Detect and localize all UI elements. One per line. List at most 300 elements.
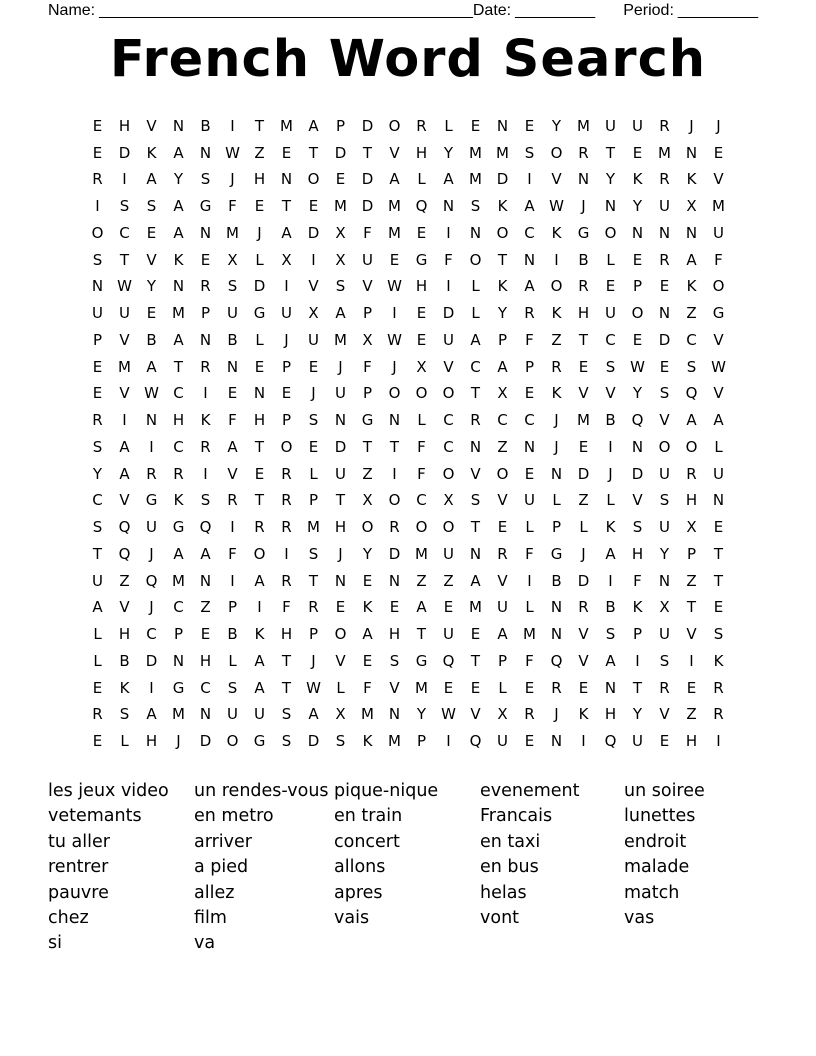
grid-letter: U	[146, 518, 157, 537]
grid-letter: P	[497, 651, 508, 670]
grid-letter: O	[496, 464, 509, 483]
grid-letter: V	[578, 625, 589, 644]
grid-letter: R	[227, 491, 238, 510]
word-bank-word: a pied	[194, 857, 249, 878]
grid-letter: O	[442, 518, 455, 537]
grid-letter: A	[416, 598, 427, 617]
grid-letter: E	[443, 678, 454, 697]
grid-letter: S	[92, 437, 103, 456]
grid-letter: N	[91, 277, 104, 296]
grid-letter: I	[446, 732, 451, 751]
grid-letter: I	[716, 732, 721, 751]
grid-letter: C	[524, 223, 535, 242]
grid-letter: V	[119, 384, 130, 403]
grid-letter: G	[199, 197, 212, 216]
grid-letter: X	[659, 598, 670, 617]
grid-letter: O	[388, 384, 401, 403]
grid-letter: D	[577, 571, 590, 590]
grid-letter: C	[605, 330, 616, 349]
grid-letter: X	[335, 250, 346, 269]
grid-letter: K	[551, 384, 562, 403]
grid-letter: A	[686, 250, 697, 269]
grid-letter: I	[284, 277, 289, 296]
grid-letter: B	[551, 571, 562, 590]
grid-letter: R	[200, 277, 211, 296]
grid-letter: L	[417, 170, 426, 189]
grid-letter: E	[470, 116, 481, 135]
grid-letter: S	[335, 277, 346, 296]
grid-letter: W	[630, 357, 645, 376]
grid-letter: O	[631, 304, 644, 323]
grid-letter: A	[497, 357, 508, 376]
grid-letter: B	[146, 330, 157, 349]
grid-letter: B	[578, 250, 589, 269]
grid-letter: D	[199, 732, 212, 751]
grid-letter: O	[712, 277, 725, 296]
grid-letter: N	[604, 678, 617, 697]
grid-letter: N	[523, 250, 536, 269]
grid-letter: E	[335, 170, 346, 189]
grid-letter: S	[605, 357, 616, 376]
grid-letter: X	[308, 304, 319, 323]
word-bank-word: match	[624, 882, 680, 903]
grid-letter: I	[392, 304, 397, 323]
grid-letter: M	[118, 357, 131, 376]
grid-letter: A	[119, 437, 130, 456]
grid-letter: V	[470, 705, 481, 724]
grid-letter: P	[632, 277, 643, 296]
grid-letter: I	[689, 651, 694, 670]
grid-letter: P	[524, 357, 535, 376]
grid-letter: X	[281, 250, 292, 269]
grid-letter: U	[497, 598, 508, 617]
grid-letter: V	[686, 625, 697, 644]
grid-letter: E	[470, 625, 481, 644]
grid-letter: F	[282, 598, 291, 617]
grid-letter: N	[523, 437, 536, 456]
grid-letter: R	[92, 411, 103, 430]
grid-letter: O	[334, 625, 347, 644]
grid-letter: G	[415, 250, 428, 269]
grid-letter: S	[659, 491, 670, 510]
word-bank-column	[334, 779, 480, 957]
grid-letter: A	[362, 625, 373, 644]
grid-letter: R	[713, 705, 724, 724]
grid-letter: G	[172, 518, 185, 537]
grid-letter: T	[389, 437, 400, 456]
word-bank-word: vas	[624, 907, 655, 928]
grid-letter: K	[686, 277, 697, 296]
grid-letter: E	[497, 518, 508, 537]
grid-letter: L	[606, 491, 615, 510]
grid-letter: C	[173, 598, 184, 617]
grid-letter: O	[388, 491, 401, 510]
grid-letter: Y	[605, 170, 616, 189]
grid-letter: O	[307, 170, 320, 189]
grid-letter: P	[497, 330, 508, 349]
date-label: Date:	[472, 2, 512, 19]
grid-letter: E	[524, 732, 535, 751]
word-bank-column	[48, 779, 194, 957]
grid-letter: E	[254, 357, 265, 376]
grid-letter: T	[173, 357, 184, 376]
grid-letter: J	[581, 197, 586, 216]
grid-letter: L	[255, 250, 264, 269]
grid-letter: H	[199, 651, 212, 670]
grid-letter: E	[254, 197, 265, 216]
grid-letter: D	[361, 197, 374, 216]
grid-letter: B	[605, 598, 616, 617]
grid-letter: N	[145, 411, 158, 430]
word-bank-word: malade	[624, 857, 690, 878]
grid-letter: W	[549, 197, 564, 216]
grid-letter: A	[713, 411, 724, 430]
grid-letter: S	[389, 651, 400, 670]
grid-letter: X	[362, 491, 373, 510]
grid-letter: D	[361, 170, 374, 189]
grid-letter: C	[443, 411, 454, 430]
word-bank-column	[194, 779, 334, 957]
grid-letter: N	[388, 571, 401, 590]
grid-letter: N	[334, 411, 347, 430]
grid-letter: M	[388, 197, 401, 216]
grid-letter: R	[524, 304, 535, 323]
grid-letter: I	[608, 571, 613, 590]
grid-letter: L	[471, 277, 480, 296]
grid-letter: U	[632, 116, 643, 135]
grid-letter: I	[230, 116, 235, 135]
grid-letter: N	[631, 223, 644, 242]
grid-letter: Z	[416, 571, 427, 590]
grid-letter: I	[203, 384, 208, 403]
grid-letter: U	[308, 330, 319, 349]
grid-letter: S	[335, 732, 346, 751]
grid-letter: N	[199, 571, 212, 590]
grid-letter: V	[659, 411, 670, 430]
grid-letter: K	[551, 304, 562, 323]
grid-letter: S	[308, 544, 319, 563]
grid-letter: R	[254, 518, 265, 537]
grid-letter: Y	[416, 705, 427, 724]
grid-letter: J	[311, 651, 316, 670]
grid-letter: S	[200, 491, 211, 510]
grid-letter: U	[659, 197, 670, 216]
grid-letter: Q	[118, 544, 131, 563]
grid-letter: I	[527, 571, 532, 590]
grid-letter: Y	[632, 197, 643, 216]
grid-letter: N	[496, 116, 509, 135]
grid-letter: Z	[686, 304, 697, 323]
grid-letter: O	[685, 437, 698, 456]
word-bank-word: helas	[480, 882, 527, 903]
grid-letter: P	[281, 357, 292, 376]
grid-letter: G	[253, 732, 266, 751]
word-bank	[48, 779, 796, 957]
grid-letter: L	[309, 464, 318, 483]
grid-letter: U	[632, 732, 643, 751]
grid-letter: R	[281, 518, 292, 537]
word-bank-word: evenement	[480, 781, 580, 801]
word-bank-word: chez	[48, 907, 89, 928]
grid-letter: C	[173, 437, 184, 456]
grid-letter: U	[335, 464, 346, 483]
grid-letter: O	[388, 116, 401, 135]
name-blank-line: __________________________________________	[99, 2, 473, 19]
grid-letter: O	[604, 223, 617, 242]
grid-letter: I	[257, 598, 262, 617]
grid-letter: N	[604, 197, 617, 216]
grid-letter: H	[172, 411, 185, 430]
grid-letter: V	[227, 464, 238, 483]
grid-letter: A	[308, 705, 319, 724]
word-bank-word: vais	[334, 907, 370, 928]
grid-letter: S	[200, 170, 211, 189]
grid-letter: N	[469, 437, 482, 456]
grid-letter: K	[632, 598, 643, 617]
grid-letter: V	[119, 598, 130, 617]
grid-letter: V	[497, 491, 508, 510]
grid-letter: V	[389, 678, 400, 697]
grid-letter: R	[578, 277, 589, 296]
grid-letter: E	[254, 464, 265, 483]
grid-letter: F	[444, 250, 453, 269]
grid-letter: U	[443, 330, 454, 349]
grid-letter: A	[524, 277, 535, 296]
grid-letter: H	[118, 625, 131, 644]
grid-letter: C	[497, 411, 508, 430]
grid-letter: T	[119, 250, 130, 269]
word-bank-word: rentrer	[48, 857, 109, 878]
grid-letter: U	[659, 518, 670, 537]
word-bank-word: les jeux video	[48, 781, 169, 801]
grid-letter: V	[713, 330, 724, 349]
grid-letter: F	[228, 544, 237, 563]
grid-letter: M	[172, 304, 185, 323]
grid-letter: M	[172, 705, 185, 724]
grid-letter: X	[335, 223, 346, 242]
grid-letter: V	[470, 464, 481, 483]
grid-letter: K	[578, 705, 589, 724]
grid-letter: R	[281, 571, 292, 590]
grid-letter: S	[308, 411, 319, 430]
grid-letter: T	[713, 571, 724, 590]
page-title: French Word Search	[109, 30, 707, 89]
grid-letter: Y	[92, 464, 103, 483]
grid-letter: A	[146, 705, 157, 724]
grid-letter: F	[714, 250, 723, 269]
grid-letter: P	[200, 304, 211, 323]
grid-letter: I	[311, 250, 316, 269]
grid-letter: P	[335, 116, 346, 135]
grid-letter: X	[443, 491, 454, 510]
grid-letter: U	[713, 464, 724, 483]
grid-letter: T	[254, 116, 265, 135]
grid-letter: R	[659, 250, 670, 269]
grid-letter: L	[228, 651, 237, 670]
grid-letter: K	[713, 651, 724, 670]
grid-letter: Q	[604, 732, 617, 751]
grid-letter: U	[281, 304, 292, 323]
grid-letter: N	[712, 491, 725, 510]
grid-letter: S	[605, 625, 616, 644]
grid-letter: D	[631, 464, 644, 483]
word-bank-word: endroit	[624, 831, 687, 852]
grid-letter: T	[470, 384, 481, 403]
word-bank-word: va	[194, 933, 216, 954]
grid-letter: J	[149, 544, 154, 563]
grid-letter: G	[253, 304, 266, 323]
grid-letter: R	[497, 544, 508, 563]
grid-letter: E	[659, 357, 670, 376]
grid-letter: T	[281, 651, 292, 670]
grid-letter: K	[362, 598, 373, 617]
grid-letter: N	[442, 197, 455, 216]
grid-letter: H	[415, 143, 428, 162]
word-search-grid	[84, 113, 732, 755]
grid-letter: N	[388, 411, 401, 430]
grid-letter: K	[146, 143, 157, 162]
grid-letter: N	[199, 705, 212, 724]
grid-letter: U	[227, 304, 238, 323]
grid-letter: E	[92, 116, 103, 135]
grid-letter: J	[392, 357, 397, 376]
grid-letter: M	[658, 143, 671, 162]
grid-letter: U	[524, 491, 535, 510]
grid-letter: W	[441, 705, 456, 724]
grid-letter: J	[338, 357, 343, 376]
grid-letter: M	[415, 678, 428, 697]
grid-letter: F	[363, 678, 372, 697]
grid-letter: M	[334, 197, 347, 216]
grid-letter: M	[280, 116, 293, 135]
grid-letter: U	[227, 705, 238, 724]
grid-letter: A	[497, 625, 508, 644]
grid-letter: W	[225, 143, 240, 162]
grid-letter: Z	[686, 705, 697, 724]
grid-letter: V	[713, 384, 724, 403]
grid-letter: Z	[686, 571, 697, 590]
word-bank-word: vetemants	[48, 806, 142, 827]
grid-letter: M	[172, 571, 185, 590]
grid-letter: J	[284, 330, 289, 349]
grid-letter: F	[417, 464, 426, 483]
grid-letter: U	[443, 544, 454, 563]
word-bank-column	[480, 779, 624, 957]
grid-letter: A	[173, 544, 184, 563]
grid-letter: Q	[685, 384, 698, 403]
grid-letter: D	[361, 116, 374, 135]
grid-letter: U	[659, 625, 670, 644]
grid-letter: V	[443, 357, 454, 376]
header-row	[48, 2, 758, 20]
grid-letter: L	[525, 518, 534, 537]
grid-letter: E	[416, 304, 427, 323]
grid-letter: E	[389, 598, 400, 617]
grid-letter: R	[551, 357, 562, 376]
grid-letter: A	[686, 411, 697, 430]
grid-letter: L	[579, 518, 588, 537]
grid-letter: V	[362, 277, 373, 296]
grid-letter: U	[254, 705, 265, 724]
grid-letter: Y	[632, 384, 643, 403]
grid-letter: L	[255, 330, 264, 349]
grid-letter: E	[92, 357, 103, 376]
grid-letter: J	[176, 732, 181, 751]
grid-letter: Q	[415, 197, 428, 216]
word-bank-word: en metro	[194, 806, 274, 827]
grid-letter: U	[335, 384, 346, 403]
grid-letter: E	[362, 651, 373, 670]
grid-letter: A	[524, 197, 535, 216]
word-bank-word: en taxi	[480, 831, 541, 852]
grid-letter: A	[605, 651, 616, 670]
grid-letter: Q	[145, 571, 158, 590]
grid-letter: U	[605, 304, 616, 323]
grid-letter: S	[470, 197, 481, 216]
grid-letter: V	[119, 330, 130, 349]
grid-letter: W	[387, 330, 402, 349]
grid-letter: E	[632, 330, 643, 349]
grid-letter: J	[338, 544, 343, 563]
word-bank-word: en train	[334, 806, 403, 827]
grid-letter: F	[228, 197, 237, 216]
grid-letter: S	[632, 518, 643, 537]
grid-letter: R	[308, 598, 319, 617]
grid-letter: S	[92, 250, 103, 269]
grid-letter: A	[146, 357, 157, 376]
grid-letter: E	[308, 197, 319, 216]
grid-letter: Q	[550, 651, 563, 670]
grid-letter: H	[253, 170, 266, 189]
grid-letter: O	[361, 518, 374, 537]
grid-letter: F	[633, 571, 642, 590]
grid-letter: H	[388, 625, 401, 644]
grid-letter: A	[281, 223, 292, 242]
grid-letter: U	[713, 223, 724, 242]
word-bank-word: Francais	[480, 806, 553, 827]
grid-letter: P	[281, 411, 292, 430]
grid-letter: R	[524, 705, 535, 724]
grid-letter: U	[659, 464, 670, 483]
grid-letter: O	[550, 143, 563, 162]
grid-letter: Q	[469, 732, 482, 751]
grid-letter: W	[144, 384, 159, 403]
word-bank-word: pauvre	[48, 882, 109, 903]
grid-letter: N	[199, 143, 212, 162]
grid-letter: S	[227, 678, 238, 697]
grid-letter: E	[92, 143, 103, 162]
grid-letter: L	[417, 411, 426, 430]
grid-letter: C	[524, 411, 535, 430]
grid-letter: J	[554, 705, 559, 724]
grid-letter: R	[686, 464, 697, 483]
grid-letter: M	[388, 223, 401, 242]
grid-letter: N	[280, 170, 293, 189]
grid-letter: R	[659, 116, 670, 135]
grid-letter: F	[525, 651, 534, 670]
grid-letter: J	[689, 116, 694, 135]
grid-letter: A	[173, 223, 184, 242]
grid-letter: F	[228, 411, 237, 430]
period-field	[623, 2, 758, 20]
grid-letter: A	[119, 464, 130, 483]
grid-letter: E	[200, 625, 211, 644]
grid-letter: S	[524, 143, 535, 162]
grid-letter: K	[173, 491, 184, 510]
grid-letter: I	[446, 223, 451, 242]
grid-letter: T	[281, 678, 292, 697]
grid-letter: P	[308, 491, 319, 510]
